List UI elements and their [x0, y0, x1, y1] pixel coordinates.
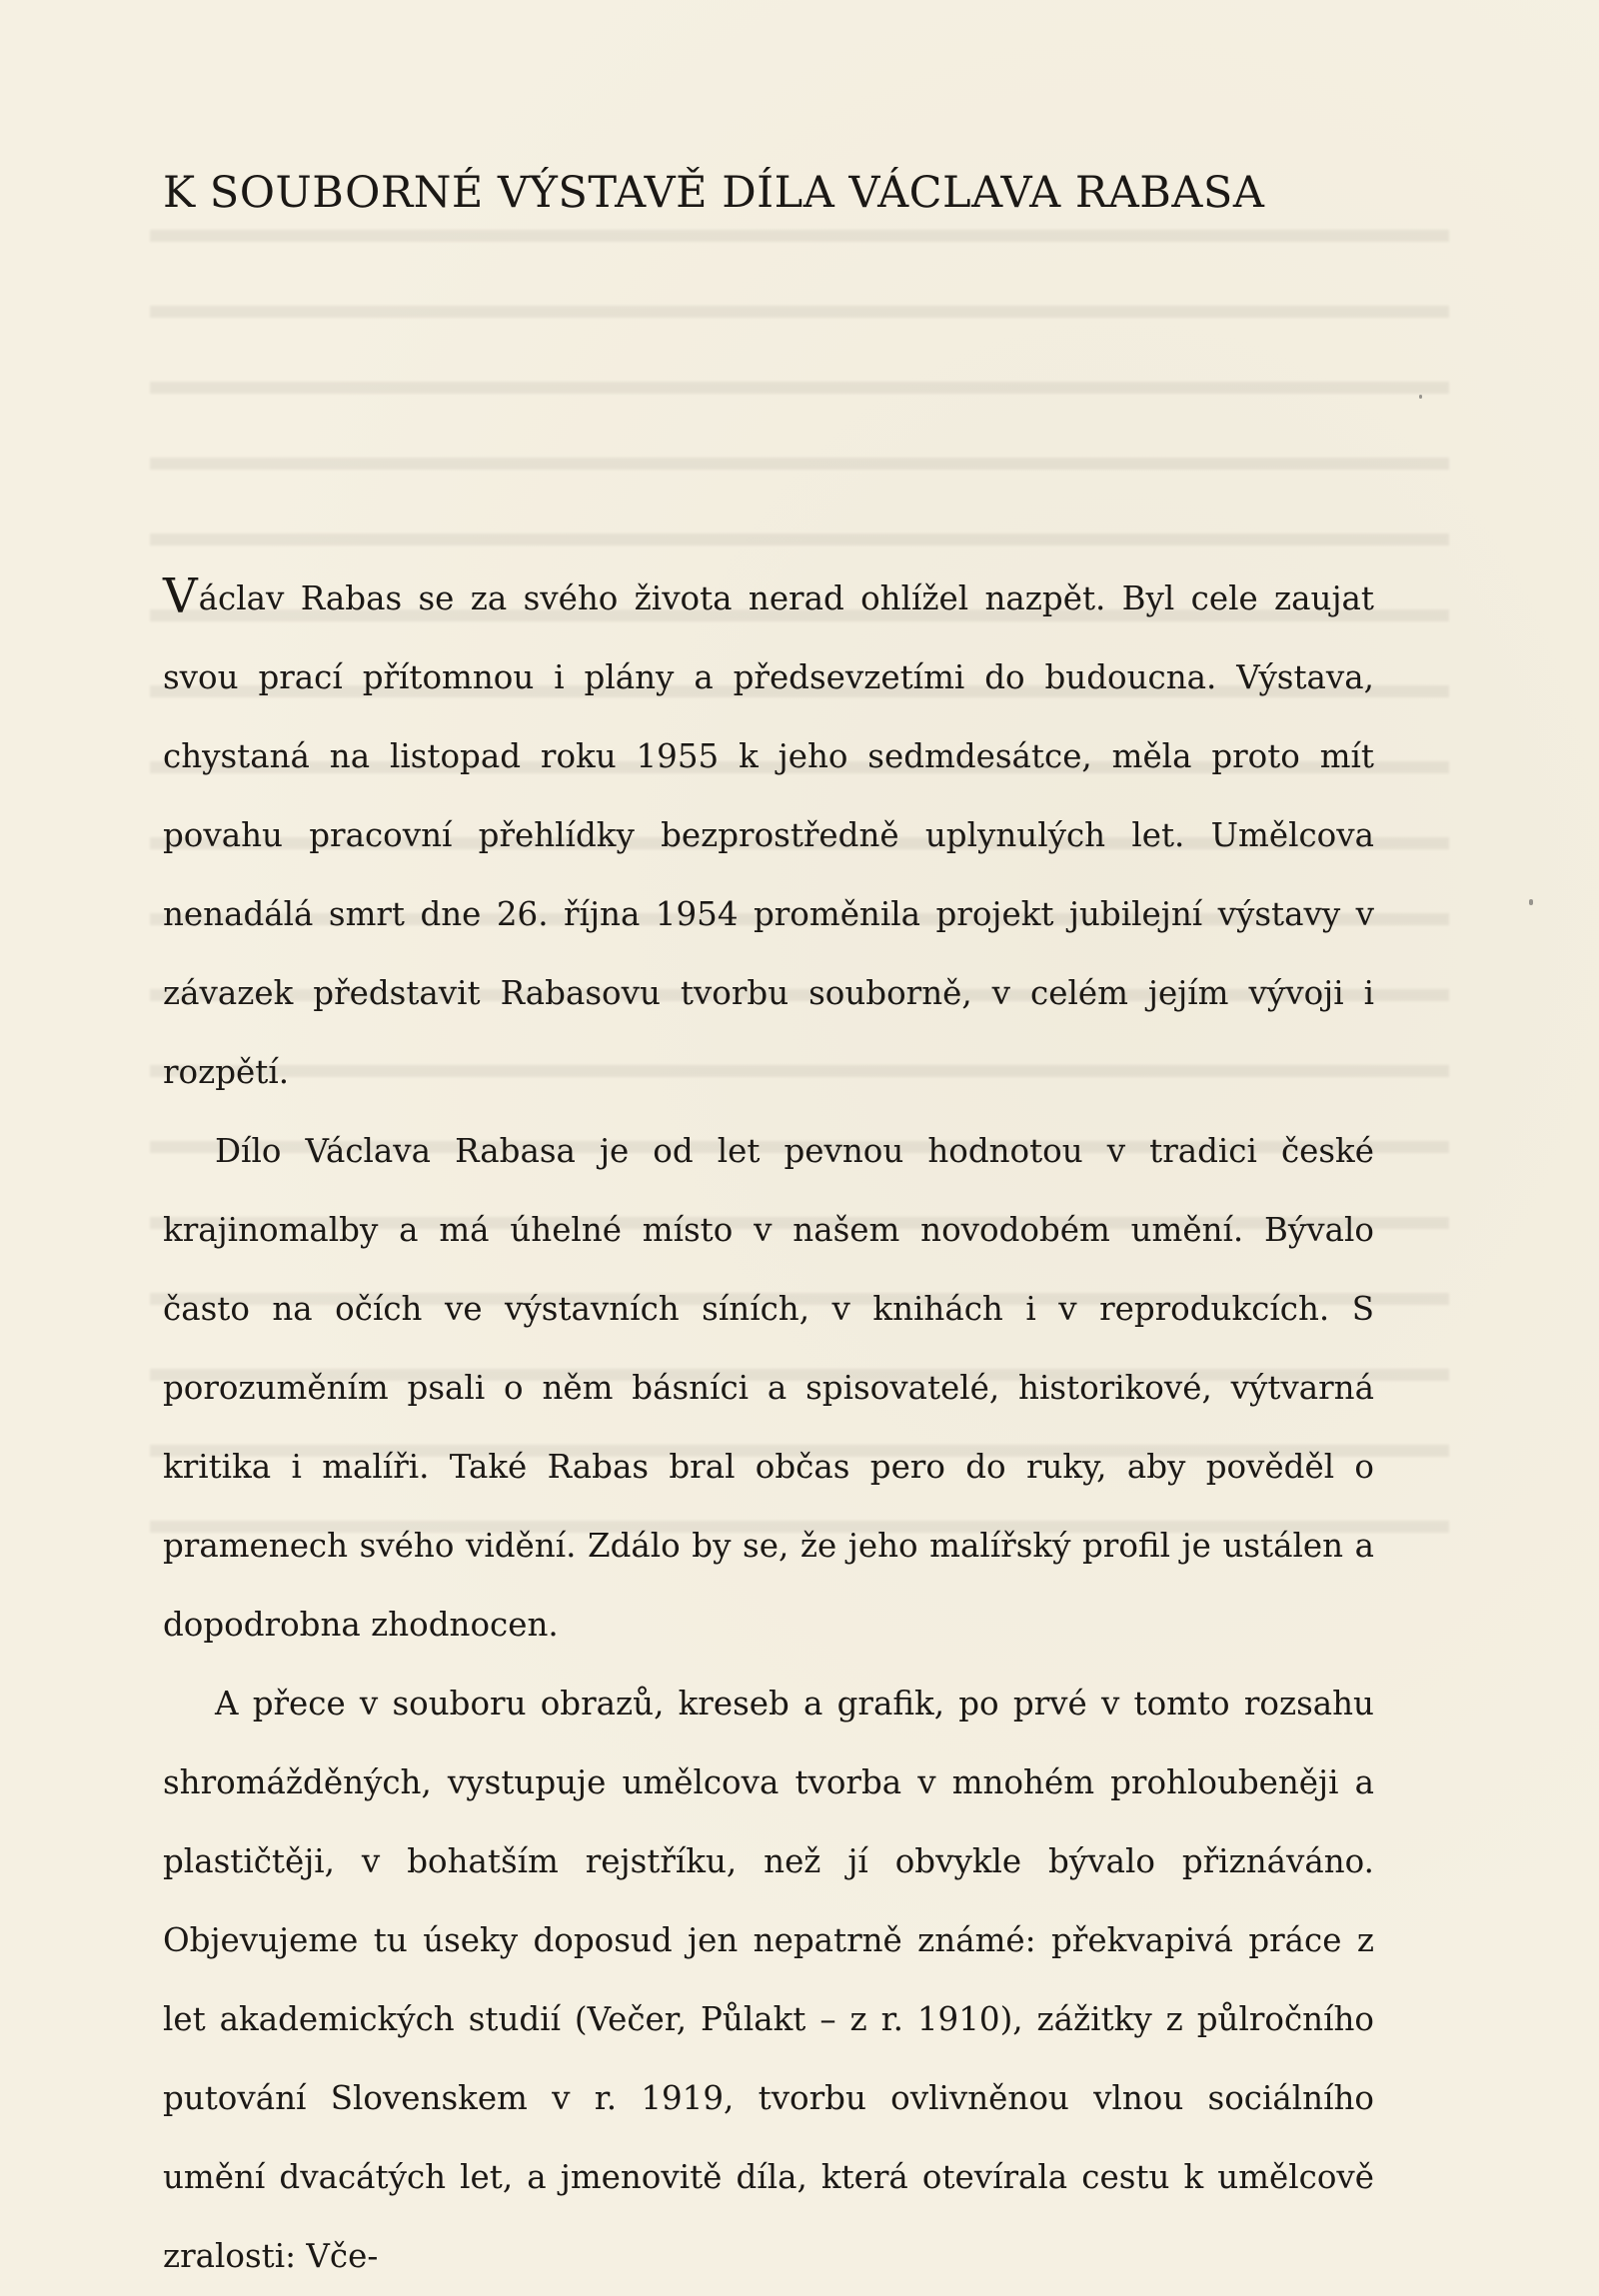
drop-initial: V — [163, 569, 198, 624]
paragraph-3 — [163, 1665, 1374, 2296]
paragraph-2 — [163, 1112, 1374, 1665]
paper-fleck — [1529, 899, 1533, 905]
body-text — [163, 560, 1374, 2296]
paper-fleck — [1419, 395, 1422, 399]
paragraph-1-text: áclav Rabas se za svého života nerad ohlížel nazpět. Byl cele zaujat svou prací přítomnou i plány a předsevzetími do budoucna. Výstava, chystaná na listopad roku 1955 k jeho sedmdesátce, měla proto mít povahu pracovní přehlídky bezprostředně uplynulých let. Umělcova nenadálá smrt dne 26. října 1954 proměnila projekt jubilejní výstavy v závazek představit Rabasovu tvorbu souborně, v celém jejím vývoji i rozpětí. — [163, 579, 1374, 1091]
paragraph-1 — [163, 560, 1374, 1112]
paragraph-3-text: A přece v souboru obrazů, kreseb a grafik, po prvé v tomto rozsahu shromážděných, vystupuje umělcova tvorba v mnohém prohloubeněji a plastičtěji, v bohatším rejstříku, než jí obvykle bývalo přiznáváno. Objevujeme tu úseky doposud jen nepatrně známé: překvapivá práce z let akademických studií (Večer, Půlakt – z r. 1910), zážitky z půlročního putování Slovenskem v r. 1919, tvorbu ovlivněnou vlnou sociálního umění dvacátých let, a jmenovitě díla, která otevírala cestu k umělcově zralosti: Vče- — [163, 1685, 1374, 2275]
paragraph-2-text: Dílo Václava Rabasa je od let pevnou hodnotou v tradici české krajinomalby a má úhelné místo v našem novodobém umění. Bývalo často na očích ve výstavních síních, v knihách i v reprodukcích. S porozuměním psali o něm básníci a spisovatelé, historikové, výtvarná kritika i malíři. Také Rabas bral občas pero do ruky, aby pověděl o pramenech svého vidění. Zdálo by se, že jeho malířský profil je ustálen a dopodrobna zhodnocen. — [163, 1132, 1374, 1644]
page-heading: K SOUBORNÉ VÝSTAVĚ DÍLA VÁCLAVA RABASA — [163, 168, 1265, 218]
